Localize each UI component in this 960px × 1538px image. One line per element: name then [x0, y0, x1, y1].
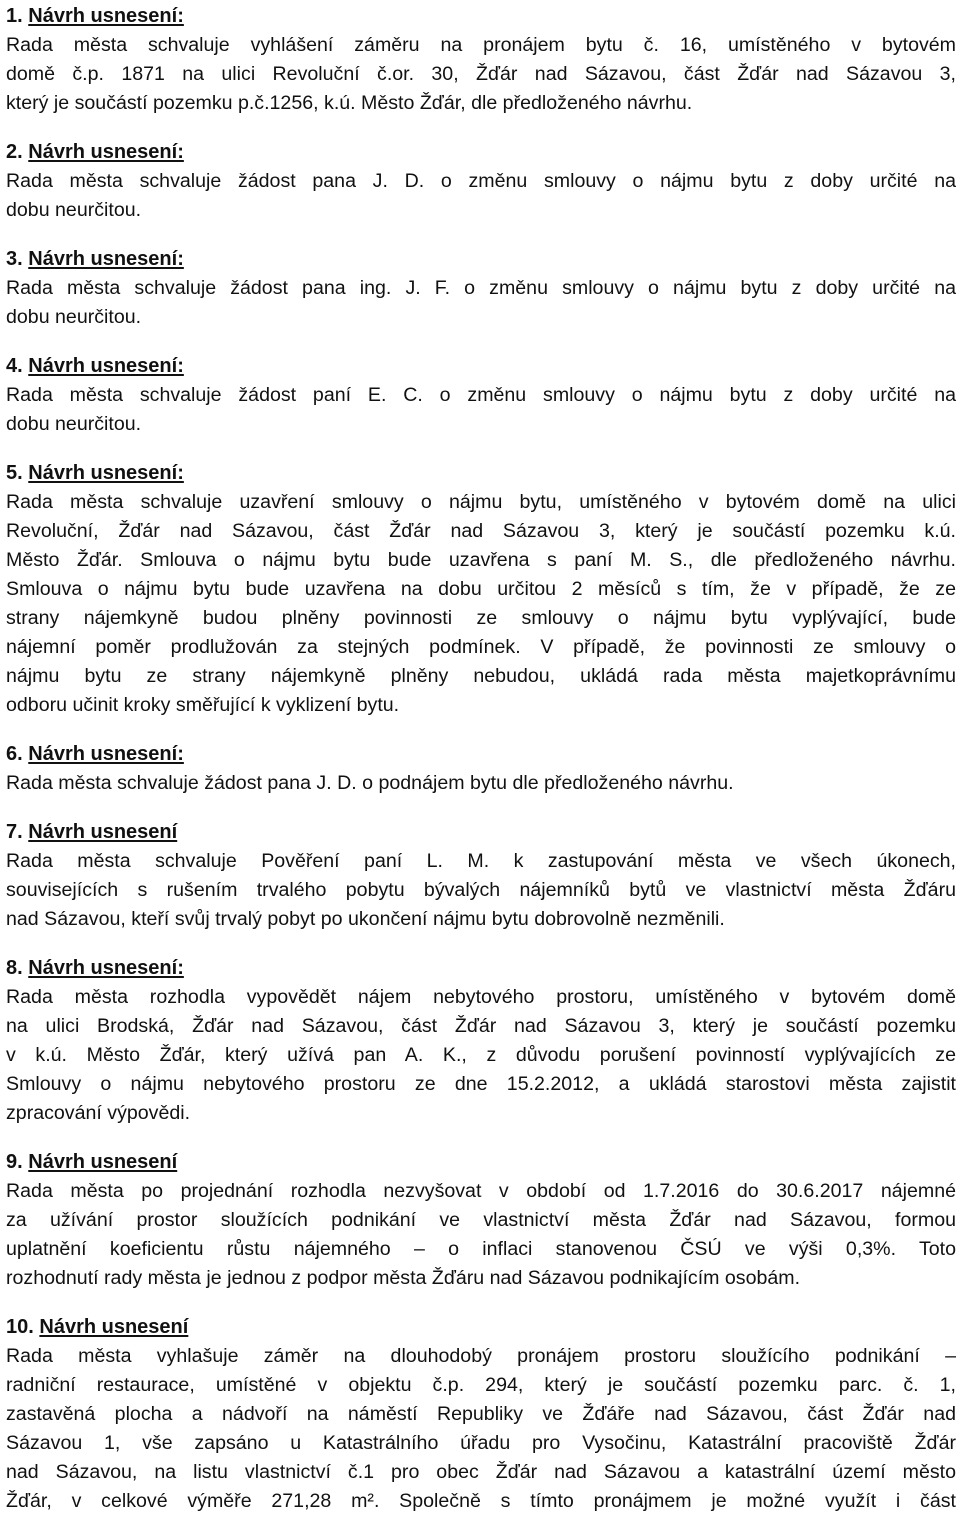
text-line: Rada města schvaluje žádost paní E. C. o změnu smlouvy o nájmu bytu z doby určité na — [6, 384, 956, 406]
text-fragment: Žďár, v celkové výměře 271,28 m² — [6, 1490, 374, 1512]
text-line: uplatnění koeficientu růstu nájemného – o inflaci stanovenou ČSÚ ve výši 0,3%. Toto — [6, 1238, 956, 1260]
resolution-item-4 — [6, 352, 956, 439]
resolution-heading — [6, 245, 956, 274]
text-line: radniční restaurace, umístěné v objektu č.p. 294, který je součástí pozemku parc. č. 1, — [6, 1374, 956, 1396]
text-line: Rada města rozhodla vypovědět nájem nebytového prostoru, umístěného v bytovém domě — [6, 986, 956, 1008]
text-line: Rada města schvaluje uzavření smlouvy o nájmu bytu, umístěného v bytovém domě na ulici — [6, 491, 956, 513]
text-line: Rada města schvaluje žádost pana ing. J. F. o změnu smlouvy o nájmu bytu z doby určité na — [6, 277, 956, 299]
text-line: Sázavou 1, vše zapsáno u Katastrálního úřadu pro Vysočinu, Katastrální pracoviště Žďár — [6, 1432, 956, 1454]
resolution-number: 5. — [6, 462, 23, 484]
text-line: Město Žďár. Smlouva o nájmu bytu bude uzavřena s paní M. S., dle předloženého návrhu. — [6, 549, 956, 571]
resolution-heading — [6, 2, 956, 31]
resolution-text — [6, 381, 956, 439]
resolution-item-8 — [6, 954, 956, 1128]
text-line: souvisejících s rušením trvalého pobytu bývalých nájemníků bytů ve vlastnictví města Žďáru — [6, 879, 956, 901]
resolution-title: Návrh usnesení: — [28, 957, 184, 979]
resolution-text — [6, 1342, 956, 1516]
resolution-number: 7. — [6, 821, 23, 843]
text-line: nájmu bytu ze strany nájemkyně plněny nebudou, ukládá rada města majetkoprávnímu — [6, 665, 956, 687]
text-line: Rada města schvaluje žádost pana J. D. o podnájem bytu dle předloženého návrhu. — [6, 772, 734, 794]
text-line: nad Sázavou, na listu vlastnictví č.1 pro obec Žďár nad Sázavou a katastrální území město — [6, 1461, 956, 1483]
text-line: za užívání prostor sloužících podnikání ve vlastnictví města Žďár nad Sázavou, formou — [6, 1209, 956, 1231]
resolution-number: 4. — [6, 355, 23, 377]
text-line: který je součástí pozemku p.č.1256, k.ú. Město Žďár, dle předloženého návrhu. — [6, 92, 693, 114]
document-page — [6, 2, 956, 1536]
text-line: nájemní poměr prodlužován za stejných podmínek. V případě, že povinnosti ze smlouvy o — [6, 636, 956, 658]
resolution-title: Návrh usnesení: — [28, 355, 184, 377]
text-line: v k.ú. Město Žďár, který užívá pan A. K., z důvodu porušení povinností vyplývajících ze — [6, 1044, 956, 1066]
text-line: Smlouva o nájmu bytu bude uzavřena na dobu určitou 2 měsíců s tím, že v případě, že ze — [6, 578, 956, 600]
resolution-number: 10. — [6, 1316, 34, 1338]
resolution-item-2 — [6, 138, 956, 225]
resolution-number: 3. — [6, 248, 23, 270]
resolution-text — [6, 769, 956, 798]
text-line: odboru učinit kroky směřující k vyklizení bytu. — [6, 694, 400, 716]
text-line: Rada města po projednání rozhodla nezvyšovat v období od 1.7.2016 do 30.6.2017 nájemné — [6, 1180, 956, 1202]
text-line: zpracování výpovědi. — [6, 1102, 191, 1124]
text-line: strany nájemkyně budou plněny povinnosti ze smlouvy o nájmu bytu vyplývající, bude — [6, 607, 956, 629]
text-line: na ulici Brodská, Žďár nad Sázavou, část Žďár nad Sázavou 3, který je součástí pozemku — [6, 1015, 956, 1037]
resolution-item-7 — [6, 818, 956, 934]
text-line: rozhodnutí rady města je jednou z podpor města Žďáru nad Sázavou podnikajícím osobám. — [6, 1267, 801, 1289]
text-line: Rada města schvaluje Pověření paní L. M. k zastupování města ve všech úkonech, — [6, 850, 956, 872]
resolution-heading — [6, 459, 956, 488]
resolution-number: 2. — [6, 141, 23, 163]
resolution-text — [6, 983, 956, 1128]
resolution-text — [6, 488, 956, 720]
resolution-title: Návrh usnesení — [28, 1151, 178, 1173]
resolution-title: Návrh usnesení — [28, 821, 178, 843]
text-line: nad Sázavou, kteří svůj trvalý pobyt po ukončení nájmu bytu dobrovolně nezměnili. — [6, 908, 725, 930]
text-line: dobu neurčitou. — [6, 413, 142, 435]
resolution-heading — [6, 1313, 956, 1342]
text-line: dobu neurčitou. — [6, 199, 142, 221]
resolution-item-3 — [6, 245, 956, 332]
text-line: zastavěná plocha a nádvoří na náměstí Republiky ve Žďáře nad Sázavou, část Žďár nad — [6, 1403, 956, 1425]
resolution-item-9 — [6, 1148, 956, 1293]
resolution-item-1 — [6, 2, 956, 118]
resolution-text — [6, 1177, 956, 1293]
text-line: Revoluční, Žďár nad Sázavou, část Žďár nad Sázavou 3, který je součástí pozemku k.ú. — [6, 520, 956, 542]
text-line: domě č.p. 1871 na ulici Revoluční č.or. 30, Žďár nad Sázavou, část Žďár nad Sázavou 3, — [6, 63, 956, 85]
text-line: Rada města schvaluje žádost pana J. D. o změnu smlouvy o nájmu bytu z doby určité na — [6, 170, 956, 192]
resolution-heading — [6, 138, 956, 167]
resolution-heading — [6, 352, 956, 381]
text-line: Smlouvy o nájmu nebytového prostoru ze dne 15.2.2012, a ukládá starostovi města zajistit — [6, 1073, 956, 1095]
resolution-title: Návrh usnesení: — [28, 462, 184, 484]
resolution-title: Návrh usnesení — [39, 1316, 189, 1338]
resolution-text — [6, 847, 956, 934]
resolution-number: 1. — [6, 5, 23, 27]
resolution-heading — [6, 1148, 956, 1177]
resolution-text — [6, 167, 956, 225]
text-fragment: . Společně s tímto pronájmem je možné využít i část — [373, 1490, 956, 1512]
resolution-item-10 — [6, 1313, 956, 1516]
resolution-number: 6. — [6, 743, 23, 765]
resolution-title: Návrh usnesení: — [28, 5, 184, 27]
text-line: Rada města schvaluje vyhlášení záměru na pronájem bytu č. 16, umístěného v bytovém — [6, 34, 956, 56]
resolution-number: 8. — [6, 957, 23, 979]
resolution-title: Návrh usnesení: — [28, 141, 184, 163]
text-line: Rada města vyhlašuje záměr na dlouhodobý pronájem prostoru sloužícího podnikání – — [6, 1345, 956, 1367]
text-line-final — [6, 1487, 956, 1516]
resolution-heading — [6, 954, 956, 983]
resolution-title: Návrh usnesení: — [28, 743, 184, 765]
resolution-text — [6, 274, 956, 332]
resolution-item-5 — [6, 459, 956, 720]
resolution-heading — [6, 818, 956, 847]
resolution-heading — [6, 740, 956, 769]
resolution-text — [6, 31, 956, 118]
resolution-item-6 — [6, 740, 956, 798]
text-line: dobu neurčitou. — [6, 306, 142, 328]
resolution-title: Návrh usnesení: — [28, 248, 184, 270]
resolution-number: 9. — [6, 1151, 23, 1173]
